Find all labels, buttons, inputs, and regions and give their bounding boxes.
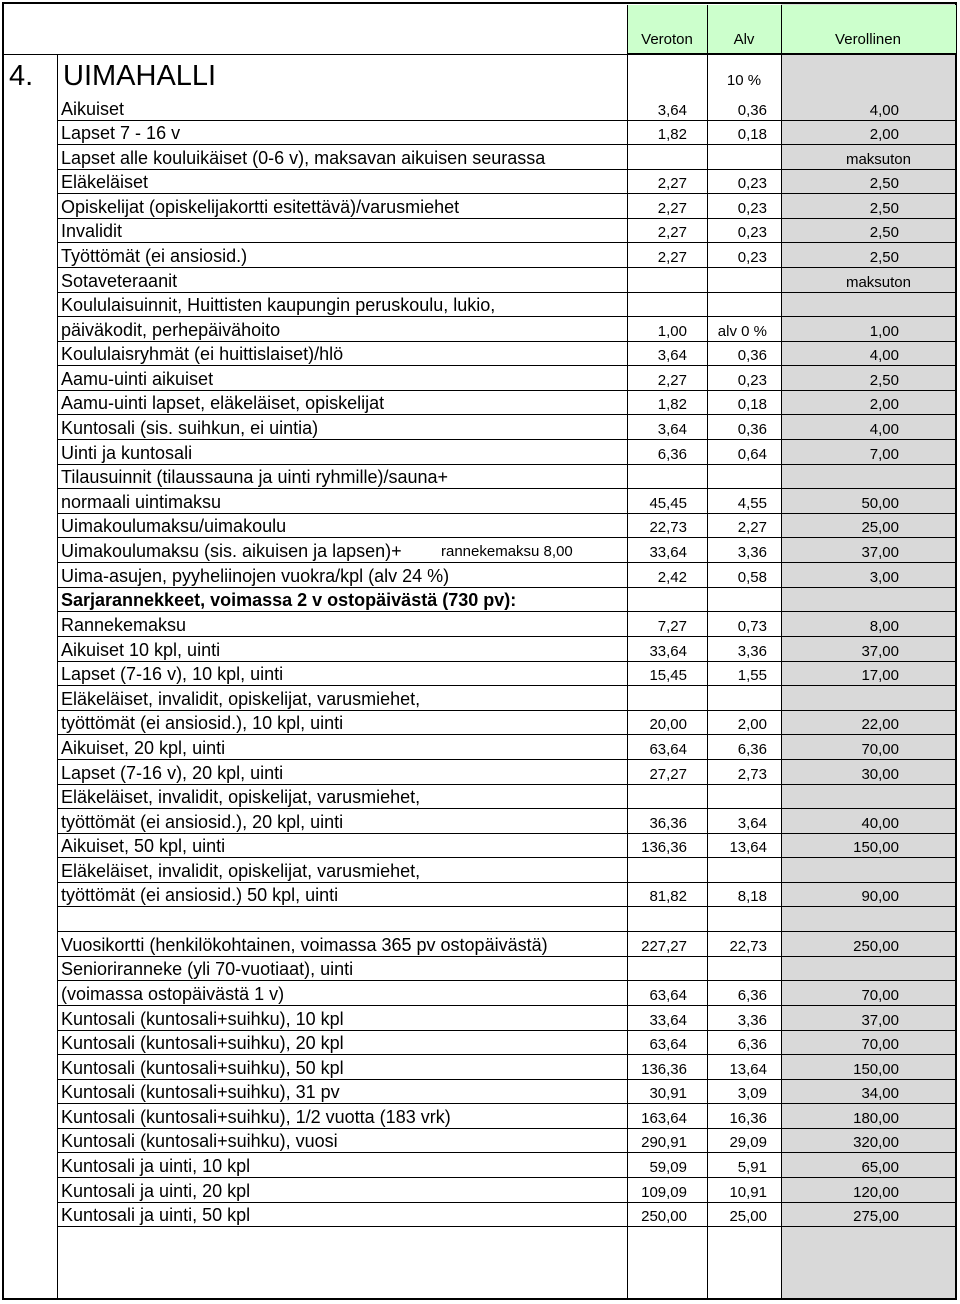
row-line [57, 906, 955, 907]
row-label: Koululaisuinnit, Huittisten kaupungin peruskoulu, lukio, [61, 295, 496, 315]
cell-alv: 0,23 [737, 372, 767, 389]
cell-veroton: 27,27 [649, 766, 687, 783]
cell-veroton: 3,64 [657, 421, 687, 438]
cell-alv: 1,55 [737, 667, 767, 684]
cell-verollinen: 22,00 [861, 716, 899, 733]
cell-alv: 3,64 [737, 815, 767, 832]
section-number: 4. [9, 60, 34, 92]
row-line [57, 144, 955, 145]
cell-verollinen: 2,50 [869, 175, 899, 192]
row-label: Eläkeläiset, invalidit, opiskelijat, varusmiehet, [61, 861, 421, 881]
row-line [57, 464, 955, 465]
section-title: UIMAHALLI [63, 60, 217, 92]
cell-alv: 22,73 [729, 938, 767, 955]
row-label: Uimakoulumaksu (sis. aikuisen ja lapsen)+ [61, 541, 402, 561]
row-line [57, 120, 955, 121]
cell-veroton: 2,42 [657, 569, 687, 586]
row-line [57, 808, 955, 809]
row-line [57, 882, 955, 883]
row-line [57, 1079, 955, 1080]
cell-verollinen: 40,00 [861, 815, 899, 832]
cell-veroton: 2,27 [657, 372, 687, 389]
cell-veroton: 20,00 [649, 716, 687, 733]
cell-alv: 0,73 [737, 618, 767, 635]
row-label: päiväkodit, perhepäivähoito [61, 320, 281, 340]
row-label: Kuntosali ja uinti, 10 kpl [61, 1156, 251, 1176]
row-label: Eläkeläiset, invalidit, opiskelijat, varusmiehet, [61, 689, 421, 709]
cell-verollinen: 4,00 [869, 347, 899, 364]
row-line [57, 1226, 955, 1227]
row-line [57, 562, 955, 563]
row-line [57, 636, 955, 637]
cell-veroton: 1,00 [657, 323, 687, 340]
cell-alv: 0,18 [737, 396, 767, 413]
cell-alv: 3,36 [737, 1012, 767, 1029]
cell-veroton: 7,27 [657, 618, 687, 635]
row-label: Senioriranneke (yli 70-vuotiaat), uinti [61, 959, 354, 979]
cell-alv: 4,55 [737, 495, 767, 512]
cell-verollinen: 7,00 [869, 446, 899, 463]
cell-veroton: 136,36 [641, 1061, 687, 1078]
cell-alv: 0,23 [737, 175, 767, 192]
cell-alv: 8,18 [737, 888, 767, 905]
cell-verollinen: 34,00 [861, 1085, 899, 1102]
row-label: Aamu-uinti aikuiset [61, 369, 214, 389]
row-label: Rannekemaksu [61, 615, 187, 635]
row-line [57, 218, 955, 219]
row-line [57, 390, 955, 391]
row-label: Uinti ja kuntosali [61, 443, 193, 463]
cell-verollinen: maksuton [845, 151, 911, 168]
cell-verollinen: 37,00 [861, 643, 899, 660]
cell-verollinen: 17,00 [861, 667, 899, 684]
cell-alv: 16,36 [729, 1110, 767, 1127]
row-label: Kuntosali (kuntosali+suihku), 20 kpl [61, 1033, 344, 1053]
cell-veroton: 81,82 [649, 888, 687, 905]
cell-alv: 6,36 [737, 741, 767, 758]
row-label: Kuntosali (kuntosali+suihku), vuosi [61, 1131, 338, 1151]
row-line [57, 857, 955, 858]
cell-veroton: 6,36 [657, 446, 687, 463]
row-label: Kuntosali (kuntosali+suihku), 1/2 vuotta (183 vrk) [61, 1107, 451, 1127]
row-line [57, 488, 955, 489]
cell-verollinen: 2,50 [869, 372, 899, 389]
row-label: työttömät (ei ansiosid.), 20 kpl, uinti [61, 812, 344, 832]
cell-verollinen: 4,00 [869, 421, 899, 438]
cell-alv: 13,64 [729, 1061, 767, 1078]
cell-veroton: 33,64 [649, 544, 687, 561]
cell-verollinen: 37,00 [861, 1012, 899, 1029]
row-line [57, 1030, 955, 1031]
cell-alv: 2,27 [737, 519, 767, 536]
header-alv: Alv [733, 31, 755, 48]
row-label: Kuntosali ja uinti, 50 kpl [61, 1205, 251, 1225]
cell-verollinen: 2,50 [869, 200, 899, 217]
cell-veroton: 3,64 [657, 347, 687, 364]
row-line [57, 1177, 955, 1178]
cell-alv: 29,09 [729, 1134, 767, 1151]
row-label: Uimakoulumaksu/uimakoulu [61, 516, 287, 536]
row-label: työttömät (ei ansiosid.), 10 kpl, uinti [61, 713, 344, 733]
cell-verollinen: 37,00 [861, 544, 899, 561]
grid-line [2, 54, 955, 55]
row-label: Aikuiset, 20 kpl, uinti [61, 738, 226, 758]
row-line [57, 734, 955, 735]
cell-verollinen: 250,00 [853, 938, 899, 955]
row-line [57, 292, 955, 293]
row-label: Aikuiset [61, 99, 125, 119]
row-line [57, 1054, 955, 1055]
cell-verollinen: 180,00 [853, 1110, 899, 1127]
cell-veroton: 163,64 [641, 1110, 687, 1127]
cell-veroton: 36,36 [649, 815, 687, 832]
row-line [57, 710, 955, 711]
cell-veroton: 63,64 [649, 1036, 687, 1053]
header-veroton: Veroton [641, 31, 693, 48]
row-line [57, 316, 955, 317]
row-label: Työttömät (ei ansiosid.) [61, 246, 248, 266]
row-label: Lapset alle kouluikäiset (0-6 v), maksavan aikuisen seurassa [61, 148, 546, 168]
cell-verollinen: 65,00 [861, 1159, 899, 1176]
row-line [57, 341, 955, 342]
row-label: Invalidit [61, 221, 123, 241]
row-line [57, 193, 955, 194]
cell-alv: 13,64 [729, 839, 767, 856]
row-line [57, 439, 955, 440]
cell-verollinen: 150,00 [853, 839, 899, 856]
row-label: Lapset 7 - 16 v [61, 123, 181, 143]
cell-veroton: 22,73 [649, 519, 687, 536]
row-label: Lapset (7-16 v), 10 kpl, uinti [61, 664, 284, 684]
cell-veroton: 45,45 [649, 495, 687, 512]
row-label: Sarjarannekkeet, voimassa 2 v ostopäivästä (730 pv): [61, 590, 517, 610]
row-line [57, 956, 955, 957]
cell-verollinen: 275,00 [853, 1208, 899, 1225]
cell-alv: 3,36 [737, 544, 767, 561]
cell-verollinen: 70,00 [861, 1036, 899, 1053]
cell-alv: 0,36 [737, 347, 767, 364]
row-label: Opiskelijat (opiskelijakortti esitettävä)/varusmiehet [61, 197, 460, 217]
cell-veroton: 2,27 [657, 175, 687, 192]
row-label: Lapset (7-16 v), 20 kpl, uinti [61, 763, 284, 783]
cell-alv: 0,64 [737, 446, 767, 463]
row-line [57, 784, 955, 785]
cell-veroton: 1,82 [657, 396, 687, 413]
cell-verollinen: 2,50 [869, 224, 899, 241]
cell-veroton: 250,00 [641, 1208, 687, 1225]
row-line [57, 513, 955, 514]
cell-alv: 0,18 [737, 126, 767, 143]
cell-verollinen: 4,00 [869, 102, 899, 119]
cell-alv: 3,36 [737, 643, 767, 660]
cell-verollinen: 2,00 [869, 126, 899, 143]
cell-veroton: 2,27 [657, 200, 687, 217]
row-line [57, 1152, 955, 1153]
cell-veroton: 33,64 [649, 643, 687, 660]
cell-veroton: 63,64 [649, 987, 687, 1004]
cell-veroton: 290,91 [641, 1134, 687, 1151]
row-label: työttömät (ei ansiosid.) 50 kpl, uinti [61, 885, 339, 905]
cell-verollinen: maksuton [845, 274, 911, 291]
row-line [57, 1005, 955, 1006]
row-label: Aamu-uinti lapset, eläkeläiset, opiskelijat [61, 393, 385, 413]
row-line [57, 267, 955, 268]
row-line [57, 759, 955, 760]
row-label: Kuntosali ja uinti, 20 kpl [61, 1181, 251, 1201]
cell-veroton: 136,36 [641, 839, 687, 856]
row-line [57, 1103, 955, 1104]
cell-alv: 0,36 [737, 421, 767, 438]
row-line [57, 414, 955, 415]
cell-verollinen: 150,00 [853, 1061, 899, 1078]
cell-alv: 10,91 [729, 1184, 767, 1201]
row-label: Koululaisryhmät (ei huittislaiset)/hlö [61, 344, 344, 364]
row-label: Kuntosali (sis. suihkun, ei uintia) [61, 418, 319, 438]
row-line [57, 611, 955, 612]
row-line [57, 833, 955, 834]
cell-veroton: 3,64 [657, 102, 687, 119]
cell-verollinen: 120,00 [853, 1184, 899, 1201]
cell-alv: 0,36 [737, 102, 767, 119]
cell-verollinen: 90,00 [861, 888, 899, 905]
cell-verollinen: 320,00 [853, 1134, 899, 1151]
cell-alv: 0,23 [737, 224, 767, 241]
row-label: Tilausuinnit (tilaussauna ja uinti ryhmille)/sauna+ [61, 467, 449, 487]
cell-verollinen: 50,00 [861, 495, 899, 512]
cell-alv: 0,58 [737, 569, 767, 586]
cell-alv: alv 0 % [717, 323, 767, 340]
row-label: Sotaveteraanit [61, 271, 178, 291]
row-line [57, 587, 955, 588]
row-line [57, 1202, 955, 1203]
row-line [57, 661, 955, 662]
row-line [57, 980, 955, 981]
cell-verollinen: 2,00 [869, 396, 899, 413]
cell-veroton: 109,09 [641, 1184, 687, 1201]
row-label: Eläkeläiset [61, 172, 149, 192]
cell-verollinen: 70,00 [861, 741, 899, 758]
row-label: Vuosikortti (henkilökohtainen, voimassa 365 pv ostopäivästä) [61, 935, 548, 955]
row-label: Kuntosali (kuntosali+suihku), 50 kpl [61, 1058, 344, 1078]
row-line [57, 242, 955, 243]
row-label-note: rannekemaksu 8,00 [441, 543, 573, 560]
row-label: Eläkeläiset, invalidit, opiskelijat, varusmiehet, [61, 787, 421, 807]
cell-verollinen: 25,00 [861, 519, 899, 536]
cell-verollinen: 1,00 [869, 323, 899, 340]
cell-veroton: 1,82 [657, 126, 687, 143]
cell-alv: 2,73 [737, 766, 767, 783]
cell-alv: 25,00 [729, 1208, 767, 1225]
cell-alv: 6,36 [737, 987, 767, 1004]
row-line [57, 931, 955, 932]
cell-verollinen: 2,50 [869, 249, 899, 266]
cell-veroton: 30,91 [649, 1085, 687, 1102]
row-label: (voimassa ostopäivästä 1 v) [61, 984, 285, 1004]
row-label: normaali uintimaksu [61, 492, 222, 512]
cell-alv: 2,00 [737, 716, 767, 733]
row-label: Kuntosali (kuntosali+suihku), 31 pv [61, 1082, 340, 1102]
cell-veroton: 2,27 [657, 224, 687, 241]
row-line [57, 685, 955, 686]
cell-verollinen: 30,00 [861, 766, 899, 783]
cell-verollinen: 8,00 [869, 618, 899, 635]
cell-alv: 6,36 [737, 1036, 767, 1053]
vat-rate: 10 % [726, 72, 762, 89]
row-label: Kuntosali (kuntosali+suihku), 10 kpl [61, 1009, 344, 1029]
row-line [57, 365, 955, 366]
cell-veroton: 59,09 [649, 1159, 687, 1176]
cell-alv: 0,23 [737, 249, 767, 266]
cell-veroton: 33,64 [649, 1012, 687, 1029]
header-verollinen: Verollinen [835, 31, 901, 48]
cell-veroton: 63,64 [649, 741, 687, 758]
row-line [57, 1128, 955, 1129]
cell-verollinen: 3,00 [869, 569, 899, 586]
cell-alv: 5,91 [737, 1159, 767, 1176]
row-label: Aikuiset 10 kpl, uinti [61, 640, 221, 660]
row-label-note-wrap [441, 544, 573, 560]
cell-alv: 0,23 [737, 200, 767, 217]
cell-alv: 3,09 [737, 1085, 767, 1102]
row-line [57, 537, 955, 538]
cell-veroton: 227,27 [641, 938, 687, 955]
cell-verollinen: 70,00 [861, 987, 899, 1004]
cell-veroton: 2,27 [657, 249, 687, 266]
row-line [57, 169, 955, 170]
row-label: Aikuiset, 50 kpl, uinti [61, 836, 226, 856]
cell-veroton: 15,45 [649, 667, 687, 684]
row-label: Uima-asujen, pyyheliinojen vuokra/kpl (alv 24 %) [61, 566, 450, 586]
